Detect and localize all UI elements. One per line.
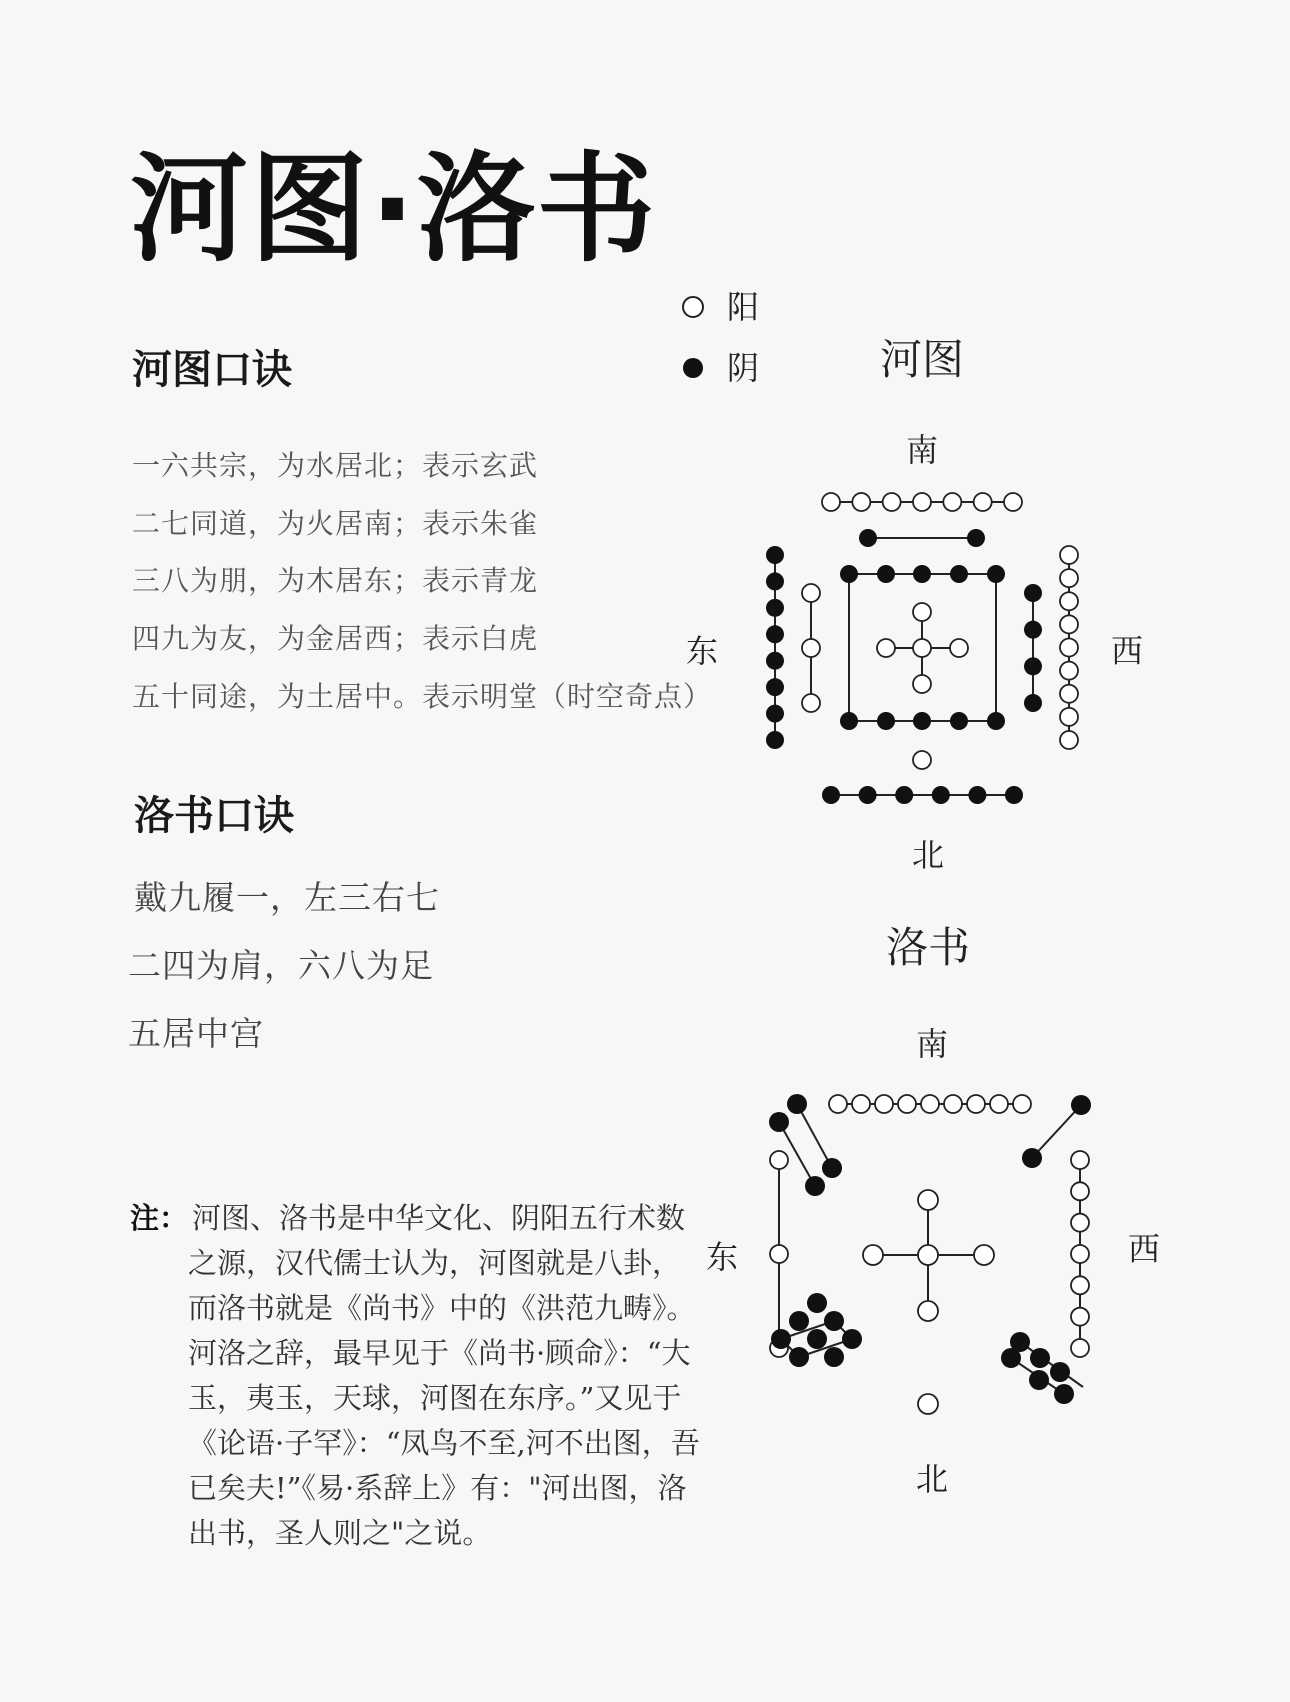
hetu-dot-groups xyxy=(766,493,1078,804)
yin-dot xyxy=(859,786,877,804)
yin-dot xyxy=(769,1112,789,1132)
yin-dot xyxy=(1005,786,1023,804)
yin-dot xyxy=(766,625,784,643)
hetu-south-7 xyxy=(822,493,1022,511)
luoshu-diagram xyxy=(706,923,1160,1498)
luoshu-section-title: 洛书口诀 xyxy=(134,793,294,839)
yin-dot xyxy=(1024,694,1042,712)
legend xyxy=(683,288,759,387)
yang-dot xyxy=(1060,639,1078,657)
hetu-label-east: 东 xyxy=(685,632,719,670)
note-line-6: 《论语·子罕》：“凤鸟不至,河不出图，吾 xyxy=(188,1426,700,1460)
yang-dot xyxy=(1060,569,1078,587)
yang-dot xyxy=(822,493,840,511)
luoshu-9 xyxy=(829,1095,1031,1113)
yin-dot xyxy=(913,565,931,583)
yin-dot xyxy=(840,565,858,583)
connector-line xyxy=(797,1104,832,1168)
note-line-2: 之源，汉代儒士认为，河图就是八卦， xyxy=(188,1246,682,1280)
yin-dot xyxy=(1024,621,1042,639)
yin-dot xyxy=(842,1329,862,1349)
yang-dot xyxy=(802,584,820,602)
legend-yin-icon xyxy=(683,358,703,378)
legend-yin-label: 阴 xyxy=(727,349,760,387)
yin-dot xyxy=(807,1293,827,1313)
yang-dot xyxy=(1071,1214,1089,1232)
yang-dot xyxy=(1060,685,1078,703)
luoshu-7 xyxy=(1071,1151,1089,1357)
hetu-diagram xyxy=(686,335,1143,874)
yin-dot xyxy=(807,1329,827,1349)
hetu-label-north: 北 xyxy=(911,836,945,874)
yin-dot xyxy=(859,529,877,547)
yin-dot xyxy=(766,546,784,564)
yang-dot xyxy=(852,493,870,511)
yin-dot xyxy=(766,678,784,696)
yin-dot xyxy=(1024,584,1042,602)
hetu-center-5 xyxy=(877,603,968,693)
hetu-west-4 xyxy=(1024,584,1042,712)
yin-dot xyxy=(950,712,968,730)
yin-dot xyxy=(950,565,968,583)
yang-dot xyxy=(918,1245,938,1265)
hetu-verse-2: 二七同道，为火居南；表示朱雀 xyxy=(132,507,539,540)
yin-dot xyxy=(1024,657,1042,675)
yang-dot xyxy=(802,694,820,712)
yang-dot xyxy=(913,675,931,693)
yin-dot xyxy=(822,1158,842,1178)
yin-dot xyxy=(895,786,913,804)
yin-dot xyxy=(805,1176,825,1196)
yang-dot xyxy=(918,1190,938,1210)
yin-dot xyxy=(766,731,784,749)
hetu-west-9 xyxy=(1060,546,1078,749)
yin-dot xyxy=(1029,1370,1049,1390)
yang-dot xyxy=(1060,546,1078,564)
luoshu-label-east: 东 xyxy=(705,1238,739,1276)
yang-dot xyxy=(863,1245,883,1265)
yang-dot xyxy=(877,639,895,657)
yang-dot xyxy=(913,603,931,621)
hetu-label-west: 西 xyxy=(1110,632,1144,670)
hetu-north-1 xyxy=(913,751,931,769)
luoshu-1 xyxy=(918,1394,938,1414)
luoshu-3 xyxy=(770,1151,788,1357)
yang-dot xyxy=(802,639,820,657)
yin-dot xyxy=(822,786,840,804)
hetu-label-south: 南 xyxy=(905,431,939,469)
yin-dot xyxy=(824,1347,844,1367)
yang-dot xyxy=(918,1301,938,1321)
hetu-section-title: 河图口诀 xyxy=(132,347,292,393)
hetu-north-6 xyxy=(822,786,1023,804)
hetu-verse-3: 三八为朋，为木居东；表示青龙 xyxy=(132,564,539,597)
yin-dot xyxy=(766,599,784,617)
yin-dot xyxy=(1071,1095,1091,1115)
page-title: 河图·洛书 xyxy=(130,140,657,278)
yang-dot xyxy=(918,1394,938,1414)
yin-dot xyxy=(771,1329,791,1349)
luoshu-diagram-title: 洛书 xyxy=(885,923,971,972)
note-line-1: 河图、洛书是中华文化、阴阳五行术数 xyxy=(192,1201,686,1235)
yang-dot xyxy=(1004,493,1022,511)
yin-dot xyxy=(987,565,1005,583)
yang-dot xyxy=(852,1095,870,1113)
yin-dot xyxy=(877,712,895,730)
yin-dot xyxy=(1001,1348,1021,1368)
yin-dot xyxy=(987,712,1005,730)
yin-dot xyxy=(789,1347,809,1367)
yang-dot xyxy=(950,639,968,657)
yang-dot xyxy=(1013,1095,1031,1113)
yang-dot xyxy=(913,493,931,511)
hetu-diagram-title: 河图 xyxy=(879,335,965,384)
yin-dot xyxy=(932,786,950,804)
yin-dot xyxy=(1050,1362,1070,1382)
note-line-7: 已矣夫!”《易·系辞上》有："河出图，洛 xyxy=(188,1471,687,1505)
yang-dot xyxy=(1071,1151,1089,1169)
yang-dot xyxy=(1060,708,1078,726)
yang-dot xyxy=(1071,1276,1089,1294)
yang-dot xyxy=(829,1095,847,1113)
note-line-5: 玉，夷玉，天球，河图在东序。”又见于 xyxy=(188,1381,682,1415)
yin-dot xyxy=(787,1094,807,1114)
hetu-south-2 xyxy=(859,529,985,547)
note-line-3: 而洛书就是《尚书》中的《洪范九畴》。 xyxy=(188,1291,696,1325)
luoshu-6 xyxy=(1001,1332,1083,1404)
yang-dot xyxy=(943,493,961,511)
yin-dot xyxy=(766,705,784,723)
yin-dot xyxy=(1022,1148,1042,1168)
legend-yang-icon xyxy=(683,297,703,317)
yang-dot xyxy=(770,1245,788,1263)
yang-dot xyxy=(944,1095,962,1113)
yin-dot xyxy=(766,572,784,590)
luoshu-verse-2: 二四为肩，六八为足 xyxy=(128,946,434,985)
yin-dot xyxy=(766,652,784,670)
yin-dot xyxy=(968,786,986,804)
yin-dot xyxy=(824,1311,844,1331)
yang-dot xyxy=(990,1095,1008,1113)
legend-yang-label: 阳 xyxy=(727,288,760,326)
yang-dot xyxy=(967,1095,985,1113)
yang-dot xyxy=(974,493,992,511)
hetu-east-8 xyxy=(766,546,784,749)
luoshu-label-south: 南 xyxy=(915,1025,949,1063)
yin-dot xyxy=(1030,1348,1050,1368)
yang-dot xyxy=(1071,1245,1089,1263)
hetu-verse-5: 五十同途，为土居中。表示明堂（时空奇点） xyxy=(132,680,713,713)
hetu-verse-1: 一六共宗，为水居北；表示玄武 xyxy=(132,449,539,482)
connector-line xyxy=(1032,1105,1081,1158)
yin-dot xyxy=(967,529,985,547)
luoshu-5 xyxy=(863,1190,994,1321)
yang-dot xyxy=(898,1095,916,1113)
yang-dot xyxy=(1071,1339,1089,1357)
luoshu-dot-groups xyxy=(769,1094,1091,1414)
note-line-8: 出书，圣人则之"之说。 xyxy=(188,1516,492,1550)
yang-dot xyxy=(1071,1182,1089,1200)
yang-dot xyxy=(913,639,931,657)
note-label: 注： xyxy=(130,1201,189,1235)
luoshu-verse-3: 五居中宫 xyxy=(128,1014,264,1053)
yang-dot xyxy=(875,1095,893,1113)
hetu-verse-4: 四九为友，为金居西；表示白虎 xyxy=(132,622,539,655)
yang-dot xyxy=(1071,1308,1089,1326)
yang-dot xyxy=(1060,731,1078,749)
yang-dot xyxy=(1060,592,1078,610)
yang-dot xyxy=(913,751,931,769)
yang-dot xyxy=(883,493,901,511)
yang-dot xyxy=(974,1245,994,1265)
yang-dot xyxy=(770,1151,788,1169)
yang-dot xyxy=(1060,662,1078,680)
yin-dot xyxy=(1054,1384,1074,1404)
hetu-east-3 xyxy=(802,584,820,712)
yin-dot xyxy=(877,565,895,583)
yin-dot xyxy=(789,1311,809,1331)
luoshu-label-west: 西 xyxy=(1127,1230,1161,1268)
luoshu-label-north: 北 xyxy=(915,1460,949,1498)
yang-dot xyxy=(1060,615,1078,633)
yang-dot xyxy=(921,1095,939,1113)
yin-dot xyxy=(913,712,931,730)
yin-dot xyxy=(840,712,858,730)
note-line-4: 河洛之辞，最早见于《尚书·顾命》：“大 xyxy=(188,1336,691,1370)
luoshu-verse-1: 戴九履一，左三右七 xyxy=(134,878,440,917)
